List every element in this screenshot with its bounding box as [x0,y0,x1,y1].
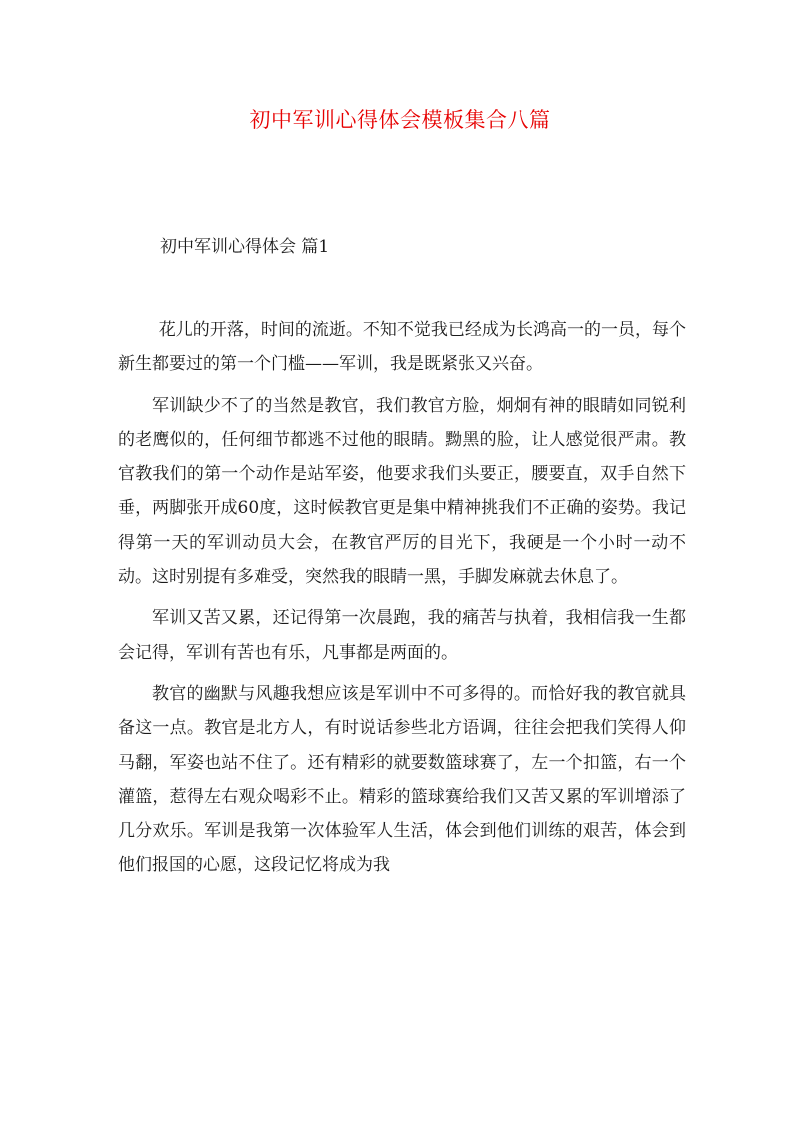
paragraph-2: 军训缺少不了的当然是教官，我们教官方脸，炯炯有神的眼睛如同锐利的老鹰似的，任何细节都逃不过他的眼睛。黝黑的脸，让人感觉很严肃。教官教我们的第一个动作是站军姿，他要求我们头要正，腰要直，双手自然下垂，两脚张开成60度，这时候教官更是集中精神挑我们不正确的姿势。我记得第一天的军训动员大会，在教官严厉的目光下，我硬是一个小时一动不动。这时别提有多难受，突然我的眼睛一黑，手脚发麻就去休息了。 [118,395,686,588]
document-title: 初中军训心得体会模板集合八篇 [249,108,551,132]
paragraph-1: 花儿的开落，时间的流逝。不知不觉我已经成为长鸿高一的一员，每个新生都要过的第一个门槛——军训，我是既紧张又兴奋。 [118,320,686,375]
paragraph-3: 军训又苦又累，还记得第一次晨跑，我的痛苦与执着，我相信我一生都会记得，军训有苦也有乐，凡事都是两面的。 [118,608,686,663]
body-text [118,313,686,890]
section-heading: 初中军训心得体会 篇1 [160,237,330,257]
paragraph-4: 教官的幽默与风趣我想应该是军训中不可多得的。而恰好我的教官就具备这一点。教官是北方人，有时说话参些北方语调，往往会把我们笑得人仰马翻，军姿也站不住了。还有精彩的就要数篮球赛了，左一个扣篮，右一个灌篮，惹得左右观众喝彩不止。精彩的篮球赛给我们又苦又累的军训增添了几分欢乐。军训是我第一次体验军人生活，体会到他们训练的艰苦，体会到他们报国的心愿，这段记忆将成为我 [118,683,686,876]
